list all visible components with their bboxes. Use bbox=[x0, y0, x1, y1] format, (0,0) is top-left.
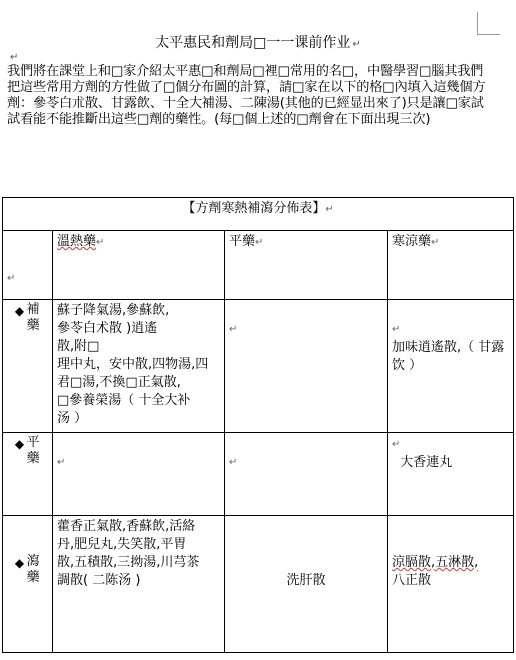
cell-xie-cold[interactable] bbox=[388, 516, 514, 653]
cell-ping-warm[interactable]: ↵ bbox=[53, 433, 225, 516]
cell-xie-warm[interactable] bbox=[53, 516, 225, 653]
diamond-bullet-icon: ◆ bbox=[14, 437, 25, 451]
row-label-text: 補藥 bbox=[26, 302, 40, 333]
header-neutral-label: 平藥 bbox=[229, 234, 256, 249]
document-title bbox=[0, 32, 516, 52]
cell-ping-neutral[interactable]: ↵ bbox=[225, 433, 388, 516]
header-warm-label: 溫熱藥 bbox=[57, 234, 97, 249]
header-cold-label: 寒涼藥 bbox=[392, 234, 432, 249]
cell-bu-cold[interactable]: ↵ 加味逍遙散,（ 甘露饮 ） bbox=[388, 300, 514, 433]
cell-xie-neutral[interactable] bbox=[225, 516, 388, 653]
cell-ping-cold[interactable]: ↵ 大香連丸 bbox=[388, 433, 514, 516]
header-warm: 溫熱藥↵ bbox=[53, 231, 225, 300]
table-caption-text: 【方劑寒熱補瀉分佈表】 bbox=[182, 201, 326, 216]
cell-line: 散,附□ bbox=[57, 339, 100, 354]
row-label-ping bbox=[3, 433, 53, 516]
cell-text: 加味逍遙散,（ 甘露饮 ） bbox=[392, 340, 505, 373]
paragraph-mark-icon: ↵ bbox=[352, 39, 361, 50]
cell-line: 調散( 二陈汤 ) bbox=[57, 573, 141, 588]
row-label-text: 瀉藥 bbox=[26, 554, 40, 585]
header-cold: 寒涼藥↵ bbox=[388, 231, 514, 300]
cell-line: 汤 ） bbox=[57, 411, 88, 426]
cell-line: 散,五積散,三拗湯,川芎茶 bbox=[57, 555, 200, 570]
row-label-xie bbox=[3, 516, 53, 653]
cell-line: 涼膈散,五淋散, bbox=[392, 555, 479, 570]
cell-line: 理中丸，安中散,四物湯,四 bbox=[57, 357, 209, 372]
header-neutral: 平藥↵ bbox=[225, 231, 388, 300]
paragraph-mark-icon: ↵ bbox=[10, 52, 19, 63]
cell-bu-warm[interactable] bbox=[53, 300, 225, 433]
diamond-bullet-icon: ◆ bbox=[14, 304, 25, 318]
intro-text: 我們將在課堂上和□家介紹太平惠□和劑局□裡□常用的名□，中醫學習□腦其我們把這些常用方劑的方性做了□個分布圖的計算，請□家在以下的格□內填入這幾個方劑：參苓白朮散、甘露飲、十全大補湯、二陳湯(其他的已經显出來了)只是讓□家試試看能不能推斷出這些□劑的藥性。(每□個上述的□劑會在下面出現三次) bbox=[7, 64, 486, 127]
cell-line: 藿香正氣散,香蘇飲,活絡 bbox=[57, 519, 196, 534]
cell-line: □參養榮湯（ 十全大补 bbox=[57, 393, 191, 408]
diamond-bullet-icon: ◆ bbox=[14, 556, 25, 570]
title-text: 太平惠民和劑局□一一课前作业 bbox=[155, 35, 351, 51]
row-label-bu bbox=[3, 300, 53, 433]
prescription-distribution-table bbox=[2, 197, 514, 653]
cell-line: 八正散 bbox=[392, 573, 432, 588]
cell-line: 丹,肥兒丸,失笑散,平胃 bbox=[57, 537, 187, 552]
cell-text: 大香連丸 bbox=[400, 455, 453, 470]
intro-paragraph bbox=[7, 64, 489, 128]
cell-bu-neutral[interactable]: ↵ bbox=[225, 300, 388, 433]
table-caption: 【方劑寒熱補瀉分佈表】↵ bbox=[3, 198, 514, 231]
row-label-text: 平藥 bbox=[26, 435, 40, 466]
table-corner-cell: ↵ bbox=[3, 231, 53, 300]
cell-line: 參苓白术散 )逍遙 bbox=[57, 321, 158, 336]
cell-line: 君□湯,不換□正氣散, bbox=[57, 375, 181, 390]
cell-line: 蘇子降氣湯,參蘇飲, bbox=[57, 303, 170, 318]
cell-text: 洗肝散 bbox=[286, 573, 326, 588]
